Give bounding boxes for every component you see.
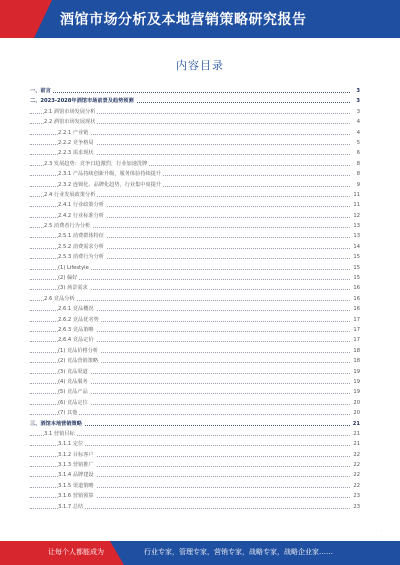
- toc-entry-page: 12: [350, 211, 360, 221]
- toc-entry-page: 8: [350, 159, 360, 169]
- toc-entry[interactable]: [30, 263, 360, 273]
- toc-entry[interactable]: [30, 491, 360, 501]
- page-marker: ·: [380, 528, 382, 533]
- toc-entry[interactable]: [30, 211, 360, 221]
- toc-entry-page: 11: [350, 190, 360, 200]
- toc-entry-page: 21: [350, 429, 360, 439]
- toc-entry-label: 3.1.1 定位: [58, 439, 85, 449]
- toc-entry-label: 一、前言: [30, 86, 53, 96]
- toc-entry-page: 17: [350, 325, 360, 335]
- toc-entry-label: 2.4.1 行业政策分析: [58, 200, 106, 210]
- toc-leader-dots: [30, 300, 350, 301]
- toc-entry-label: 2.6.1 竞品概况: [58, 304, 96, 314]
- toc-entry-label: 三、酒馆本地营销策略: [30, 419, 84, 429]
- toc-entry[interactable]: [30, 221, 360, 231]
- toc-entry-label: 2.6.4 竞品定价: [58, 335, 96, 345]
- toc-entry-label: 2.3.1 产品持续创新升级，服务体验持续提升: [58, 169, 163, 179]
- toc-entry[interactable]: [30, 159, 360, 169]
- toc-entry-label: 3.1.4 品牌建设: [58, 470, 96, 480]
- toc-entry-page: 16: [350, 283, 360, 293]
- toc-leader-dots: [30, 92, 350, 93]
- toc-entry[interactable]: [30, 470, 360, 480]
- toc-entry-page: 18: [350, 356, 360, 366]
- toc-entry-page: 3: [350, 107, 360, 117]
- toc-entry-page: 15: [350, 263, 360, 273]
- toc-entry[interactable]: [30, 367, 360, 377]
- toc-entry-label: 2.2.1 产业链: [58, 128, 90, 138]
- toc-entry-label: 2.5.3 消费行为分析: [58, 252, 106, 262]
- toc-entry-page: 17: [350, 315, 360, 325]
- toc-entry-label: 3.1.3 营销推广: [58, 460, 96, 470]
- toc-entry-label: 二、2023-2028年酒馆市场前景及趋势预测: [30, 96, 136, 106]
- toc-entry-page: 19: [350, 377, 360, 387]
- toc-entry[interactable]: [30, 325, 360, 335]
- toc-entry[interactable]: [30, 398, 360, 408]
- toc-entry-page: 23: [350, 491, 360, 501]
- toc-entry[interactable]: [30, 377, 360, 387]
- toc-entry[interactable]: [30, 180, 360, 190]
- toc-entry-label: 3.1.5 渠道策略: [58, 481, 96, 491]
- toc-entry[interactable]: [30, 200, 360, 210]
- header-accent-slant: [34, 0, 52, 38]
- toc-entry-label: (7) 其他: [58, 408, 79, 418]
- toc-entry-page: 13: [350, 221, 360, 231]
- toc-entry[interactable]: [30, 408, 360, 418]
- toc-entry-page: 15: [350, 273, 360, 283]
- toc-entry-label: 2.3.2 连锁化、品牌化趋势，行业集中度提升: [58, 180, 163, 190]
- toc-entry-label: 3.1 营销目标: [44, 429, 77, 439]
- toc-entry[interactable]: [30, 231, 360, 241]
- toc-entry-page: 14: [350, 242, 360, 252]
- toc-entry[interactable]: [30, 460, 360, 470]
- toc-entry-page: 22: [350, 460, 360, 470]
- toc-entry-label: 2.3 发展趋势：竞争日趋激烈，行业加速洗牌: [44, 159, 149, 169]
- toc-entry[interactable]: [30, 387, 360, 397]
- toc-entry[interactable]: [30, 294, 360, 304]
- toc-entry-page: 18: [350, 346, 360, 356]
- toc-entry-page: 21: [350, 439, 360, 449]
- toc-entry[interactable]: [30, 429, 360, 439]
- toc-entry-label: (5) 竞品产品: [58, 387, 90, 397]
- toc-entry-page: 20: [350, 408, 360, 418]
- toc-entry-page: 22: [350, 481, 360, 491]
- toc-entry-page: 21: [350, 419, 360, 429]
- toc-entry-label: 2.4.2 行业标准分析: [58, 211, 106, 221]
- toc-entry-page: 20: [350, 398, 360, 408]
- toc-entry-label: 2.6.2 竞品优劣势: [58, 315, 101, 325]
- toc-entry[interactable]: [30, 450, 360, 460]
- toc-leader-dots: [30, 435, 350, 436]
- toc-entry[interactable]: [30, 117, 360, 127]
- toc-entry-label: (1) 竞品价格分析: [58, 346, 100, 356]
- toc-entry-label: (3) 竞品渠道: [58, 367, 90, 377]
- toc-entry[interactable]: [30, 138, 360, 148]
- toc-entry-label: (6) 竞品定位: [58, 398, 90, 408]
- toc-entry-label: 2.5.1 消费群体特征: [58, 231, 106, 241]
- toc-entry[interactable]: [30, 252, 360, 262]
- toc-entry-page: 3: [350, 86, 360, 96]
- toc-entry[interactable]: [30, 346, 360, 356]
- toc-entry[interactable]: [30, 169, 360, 179]
- header-accent: [0, 0, 34, 38]
- toc-entry-page: 3: [350, 96, 360, 106]
- footer-accent-slant: [110, 541, 124, 565]
- toc-entry[interactable]: [30, 283, 360, 293]
- toc-entry-page: 19: [350, 367, 360, 377]
- toc-entry-label: (1) Lifestyle: [58, 263, 91, 273]
- toc-entry-page: 6: [350, 148, 360, 158]
- toc-entry[interactable]: [30, 304, 360, 314]
- toc-entry-label: (4) 竞品服务: [58, 377, 90, 387]
- toc-heading: 内容目录: [176, 59, 224, 72]
- toc-entry-page: 23: [350, 502, 360, 512]
- footer-slogan-right: 行业专家，管理专家，营销专家，战略专家，战略企业家……: [144, 548, 333, 556]
- toc-entry-page: 16: [350, 294, 360, 304]
- toc-entry-label: 2.2.2 竞争格局: [58, 138, 96, 148]
- toc-entry[interactable]: [30, 128, 360, 138]
- toc-entry-label: 2.2.3 需求现状: [58, 148, 96, 158]
- footer-slogan-left: 让每个人都能成为: [48, 548, 104, 556]
- toc-entry-label: 2.6 竞品分析: [44, 294, 77, 304]
- toc-entry-label: 2.6.3 竞品策略: [58, 325, 96, 335]
- toc-entry-label: 2.4 行业发展政策分析: [44, 190, 97, 200]
- toc-entry-page: 11: [350, 200, 360, 210]
- toc-entry[interactable]: [30, 107, 360, 117]
- document-title: 酒馆市场分析及本地营销策略研究报告: [60, 12, 307, 28]
- toc-entry-label: 3.1.2 目标客户: [58, 450, 96, 460]
- toc-entry-page: 8: [350, 169, 360, 179]
- toc-entry-label: 3.1.7 总结: [58, 502, 85, 512]
- toc-entry[interactable]: [30, 96, 360, 106]
- toc-entry[interactable]: [30, 335, 360, 345]
- toc-entry[interactable]: [30, 242, 360, 252]
- toc-entry-label: 3.1.6 营销预算: [58, 491, 96, 501]
- toc-entry-label: 2.5.2 消费需求分析: [58, 242, 106, 252]
- toc-entry-label: (3) 场景需求: [58, 283, 90, 293]
- toc-entry[interactable]: [30, 315, 360, 325]
- toc-entry[interactable]: [30, 86, 360, 96]
- toc-entry[interactable]: [30, 439, 360, 449]
- toc-entry[interactable]: [30, 419, 360, 429]
- toc-entry-page: 5: [350, 138, 360, 148]
- toc-entry-page: 15: [350, 252, 360, 262]
- toc-entry-label: 2.5 消费者行为分析: [44, 221, 92, 231]
- toc-entry-page: 9: [350, 180, 360, 190]
- toc-entry[interactable]: [30, 502, 360, 512]
- toc-entry-page: 22: [350, 470, 360, 480]
- toc-entry[interactable]: [30, 481, 360, 491]
- toc-entry-page: 16: [350, 304, 360, 314]
- toc-entry-label: (2) 偏好: [58, 273, 79, 283]
- toc-entry[interactable]: [30, 190, 360, 200]
- table-of-contents: [30, 86, 360, 512]
- toc-entry-label: (2) 竞品营销策略: [58, 356, 100, 366]
- toc-entry-page: 17: [350, 335, 360, 345]
- toc-entry-label: 2.2 酒馆市场发展现状: [44, 117, 97, 127]
- toc-entry-label: 2.1 酒馆市场发展分析: [44, 107, 97, 117]
- toc-entry-page: 4: [350, 128, 360, 138]
- toc-entry-page: 19: [350, 387, 360, 397]
- toc-entry-page: 4: [350, 117, 360, 127]
- toc-entry-page: 13: [350, 231, 360, 241]
- toc-entry[interactable]: [30, 356, 360, 366]
- toc-entry-page: 22: [350, 450, 360, 460]
- toc-entry[interactable]: [30, 148, 360, 158]
- toc-entry[interactable]: [30, 273, 360, 283]
